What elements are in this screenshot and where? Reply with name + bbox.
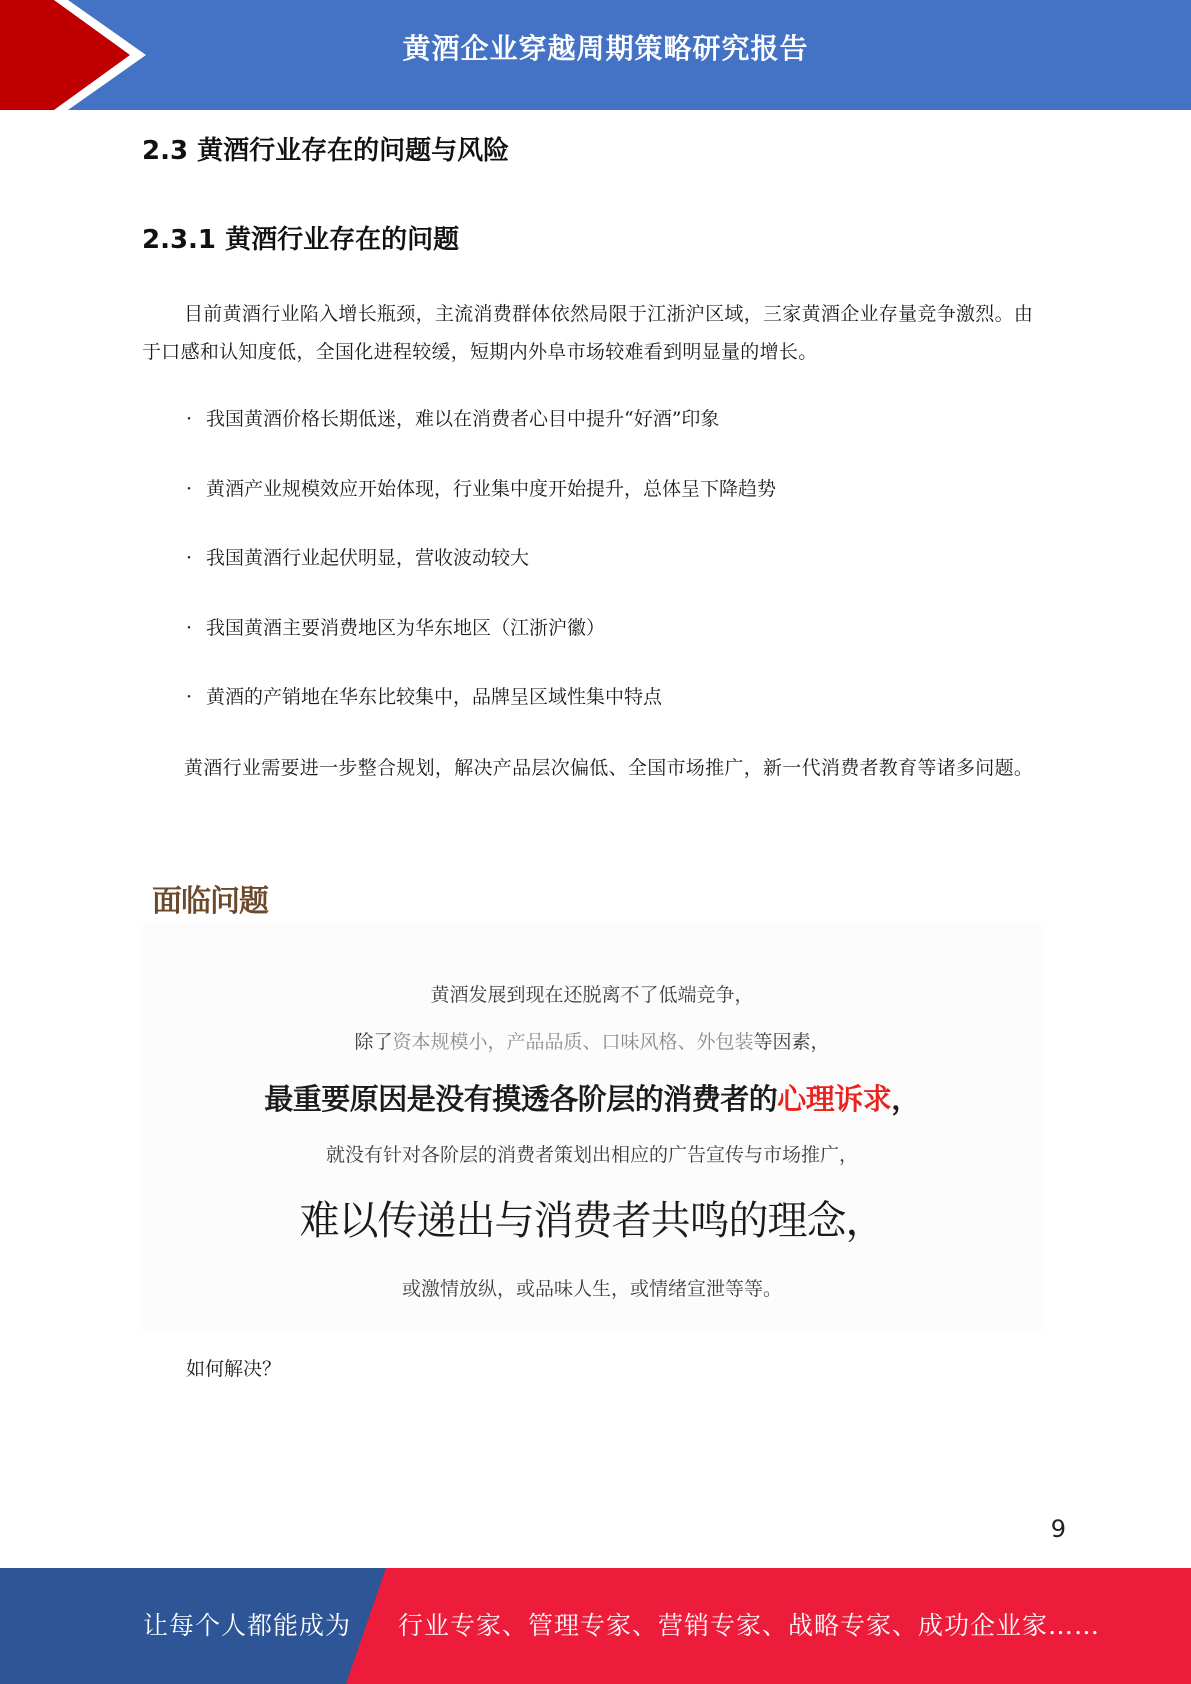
page-number: 9 (1050, 1515, 1066, 1543)
list-item-text: 黄酒的产销地在华东比较集中，品牌呈区域性集中特点 (206, 686, 663, 708)
page-header (0, 0, 1191, 110)
figure-line-3-end: ， (891, 1082, 920, 1116)
bullet-icon: · (186, 408, 193, 430)
footer-slogan-left: 让每个人都能成为 (143, 1611, 352, 1640)
list-item-text: 我国黄酒价格长期低迷，难以在消费者心目中提升“好酒”印象 (206, 408, 720, 430)
subsection-heading: 2.3.1 黄酒行业存在的问题 (142, 225, 460, 255)
list-item-text: 黄酒产业规模效应开始体现，行业集中度开始提升，总体呈下降趋势 (206, 477, 777, 500)
list-item-text: 我国黄酒主要消费地区为华东地区（江浙沪徽） (206, 616, 606, 639)
problem-list (186, 400, 776, 748)
bullet-icon: · (186, 547, 193, 569)
list-item (186, 539, 776, 609)
figure-image (143, 925, 1041, 1330)
list-item (186, 400, 776, 470)
bullet-icon: · (186, 686, 193, 708)
footer-slogan-right: 行业专家、管理专家、营销专家、战略专家、成功企业家…… (398, 1611, 1101, 1640)
section-heading: 2.3 黄酒行业存在的问题与风险 (142, 136, 510, 166)
bullet-icon: · (186, 477, 193, 500)
figure-line-2-suffix: 等因素， (753, 1031, 830, 1053)
figure-line-2 (143, 1027, 1041, 1054)
figure-line-2-prefix: 除了 (354, 1031, 393, 1053)
closing-paragraph: 黄酒行业需要进一步整合规划，解决产品层次偏低、全国市场推广，新一代消费者教育等诸多问题。 (184, 757, 1034, 779)
figure-line-3-main: 最重要原因是没有摸透各阶层的消费者的 (264, 1082, 778, 1116)
bullet-icon: · (186, 616, 193, 639)
figure-line-2-muted: 资本规模小，产品品质、口味风格、外包装 (392, 1031, 754, 1053)
figure-line-4: 就没有针对各阶层的消费者策划出相应的广告宣传与市场推广， (325, 1144, 858, 1166)
figure-line-5: 难以传递出与消费者共鸣的理念， (299, 1198, 885, 1244)
list-item (186, 470, 776, 540)
intro-paragraph: 目前黄酒行业陷入增长瓶颈，主流消费群体依然局限于江浙沪区域，三家黄酒企业存量竞争激烈。由于口感和认知度低，全国化进程较缓，短期内外阜市场较难看到明显量的增长。 (142, 303, 1034, 363)
list-item (186, 678, 776, 748)
question-text: 如何解决？ (186, 1358, 282, 1380)
figure-line-3 (143, 1077, 1041, 1118)
report-title: 黄酒企业穿越周期策略研究报告 (402, 32, 809, 65)
figure-line-6: 或激情放纵，或品味人生，或情绪宣泄等等。 (401, 1278, 782, 1300)
figure-title: 面临问题 (152, 884, 268, 919)
list-item-text: 我国黄酒行业起伏明显，营收波动较大 (206, 547, 530, 569)
page-footer (0, 1568, 1191, 1684)
figure-line-3-highlight: 心理诉求 (777, 1082, 892, 1116)
figure-line-1: 黄酒发展到现在还脱离不了低端竞争， (430, 984, 754, 1006)
list-item (186, 609, 776, 679)
